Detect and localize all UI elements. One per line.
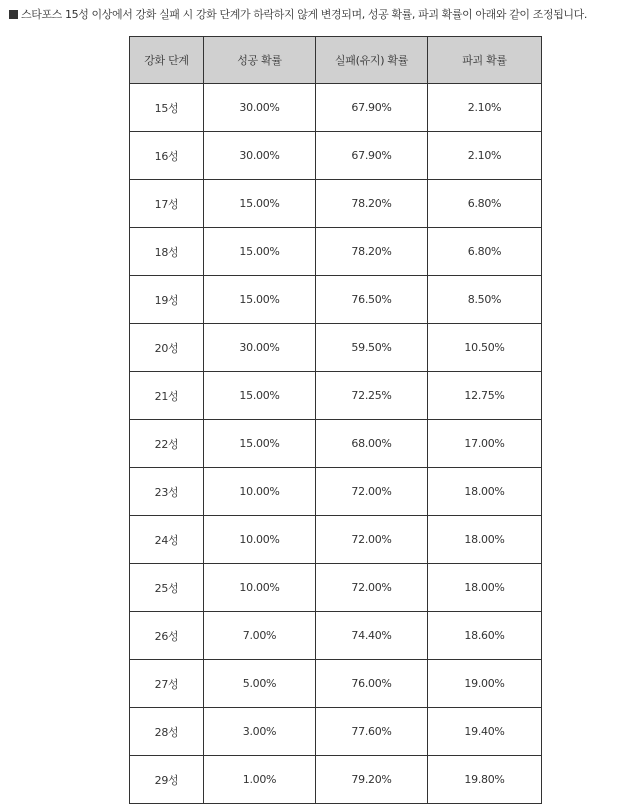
cell-destroy-rate: 8.50% <box>428 276 542 324</box>
cell-fail-keep-rate: 76.50% <box>316 276 428 324</box>
cell-fail-keep-rate: 72.25% <box>316 372 428 420</box>
cell-success-rate: 15.00% <box>204 420 316 468</box>
cell-fail-keep-rate: 78.20% <box>316 228 428 276</box>
cell-fail-keep-rate: 72.00% <box>316 564 428 612</box>
cell-destroy-rate: 6.80% <box>428 180 542 228</box>
cell-fail-keep-rate: 72.00% <box>316 468 428 516</box>
square-bullet-icon <box>9 10 18 19</box>
cell-destroy-rate: 12.75% <box>428 372 542 420</box>
cell-success-rate: 15.00% <box>204 372 316 420</box>
table-row <box>130 420 542 468</box>
table-row <box>130 468 542 516</box>
cell-destroy-rate: 19.40% <box>428 708 542 756</box>
table-row <box>130 180 542 228</box>
cell-fail-keep-rate: 67.90% <box>316 132 428 180</box>
cell-fail-keep-rate: 76.00% <box>316 660 428 708</box>
cell-fail-keep-rate: 77.60% <box>316 708 428 756</box>
cell-destroy-rate: 18.00% <box>428 516 542 564</box>
table-row <box>130 372 542 420</box>
cell-fail-keep-rate: 59.50% <box>316 324 428 372</box>
cell-fail-keep-rate: 67.90% <box>316 84 428 132</box>
cell-stage: 25성 <box>130 564 204 612</box>
table-row <box>130 660 542 708</box>
header-success-rate: 성공 확률 <box>204 37 316 84</box>
table-row <box>130 708 542 756</box>
table-row <box>130 564 542 612</box>
starforce-rate-table <box>129 36 542 804</box>
cell-stage: 21성 <box>130 372 204 420</box>
cell-destroy-rate: 18.00% <box>428 468 542 516</box>
cell-destroy-rate: 19.80% <box>428 756 542 804</box>
cell-success-rate: 7.00% <box>204 612 316 660</box>
cell-success-rate: 30.00% <box>204 132 316 180</box>
header-stage: 강화 단계 <box>130 37 204 84</box>
cell-destroy-rate: 19.00% <box>428 660 542 708</box>
table-row <box>130 276 542 324</box>
cell-destroy-rate: 2.10% <box>428 132 542 180</box>
cell-success-rate: 5.00% <box>204 660 316 708</box>
header-fail-keep-rate: 실패(유지) 확률 <box>316 37 428 84</box>
table-row <box>130 612 542 660</box>
cell-fail-keep-rate: 68.00% <box>316 420 428 468</box>
cell-fail-keep-rate: 79.20% <box>316 756 428 804</box>
cell-stage: 17성 <box>130 180 204 228</box>
cell-success-rate: 10.00% <box>204 516 316 564</box>
intro-note <box>9 8 587 22</box>
cell-destroy-rate: 2.10% <box>428 84 542 132</box>
cell-success-rate: 10.00% <box>204 468 316 516</box>
cell-destroy-rate: 17.00% <box>428 420 542 468</box>
table-row <box>130 324 542 372</box>
cell-success-rate: 30.00% <box>204 84 316 132</box>
cell-stage: 29성 <box>130 756 204 804</box>
cell-destroy-rate: 6.80% <box>428 228 542 276</box>
cell-stage: 19성 <box>130 276 204 324</box>
cell-destroy-rate: 10.50% <box>428 324 542 372</box>
cell-success-rate: 10.00% <box>204 564 316 612</box>
cell-fail-keep-rate: 78.20% <box>316 180 428 228</box>
cell-success-rate: 15.00% <box>204 180 316 228</box>
cell-stage: 23성 <box>130 468 204 516</box>
cell-destroy-rate: 18.60% <box>428 612 542 660</box>
cell-destroy-rate: 18.00% <box>428 564 542 612</box>
table-row <box>130 84 542 132</box>
cell-fail-keep-rate: 72.00% <box>316 516 428 564</box>
cell-stage: 28성 <box>130 708 204 756</box>
cell-success-rate: 3.00% <box>204 708 316 756</box>
header-destroy-rate: 파괴 확률 <box>428 37 542 84</box>
cell-stage: 18성 <box>130 228 204 276</box>
cell-success-rate: 15.00% <box>204 228 316 276</box>
cell-success-rate: 1.00% <box>204 756 316 804</box>
cell-success-rate: 15.00% <box>204 276 316 324</box>
table-header-row <box>130 37 542 84</box>
cell-stage: 16성 <box>130 132 204 180</box>
table-row <box>130 756 542 804</box>
intro-text: 스타포스 15성 이상에서 강화 실패 시 강화 단계가 하락하지 않게 변경되며, 성공 확률, 파괴 확률이 아래와 같이 조정됩니다. <box>21 8 587 21</box>
cell-stage: 15성 <box>130 84 204 132</box>
cell-success-rate: 30.00% <box>204 324 316 372</box>
cell-stage: 27성 <box>130 660 204 708</box>
cell-fail-keep-rate: 74.40% <box>316 612 428 660</box>
cell-stage: 20성 <box>130 324 204 372</box>
table-row <box>130 516 542 564</box>
cell-stage: 22성 <box>130 420 204 468</box>
cell-stage: 26성 <box>130 612 204 660</box>
cell-stage: 24성 <box>130 516 204 564</box>
table-row <box>130 132 542 180</box>
table-row <box>130 228 542 276</box>
